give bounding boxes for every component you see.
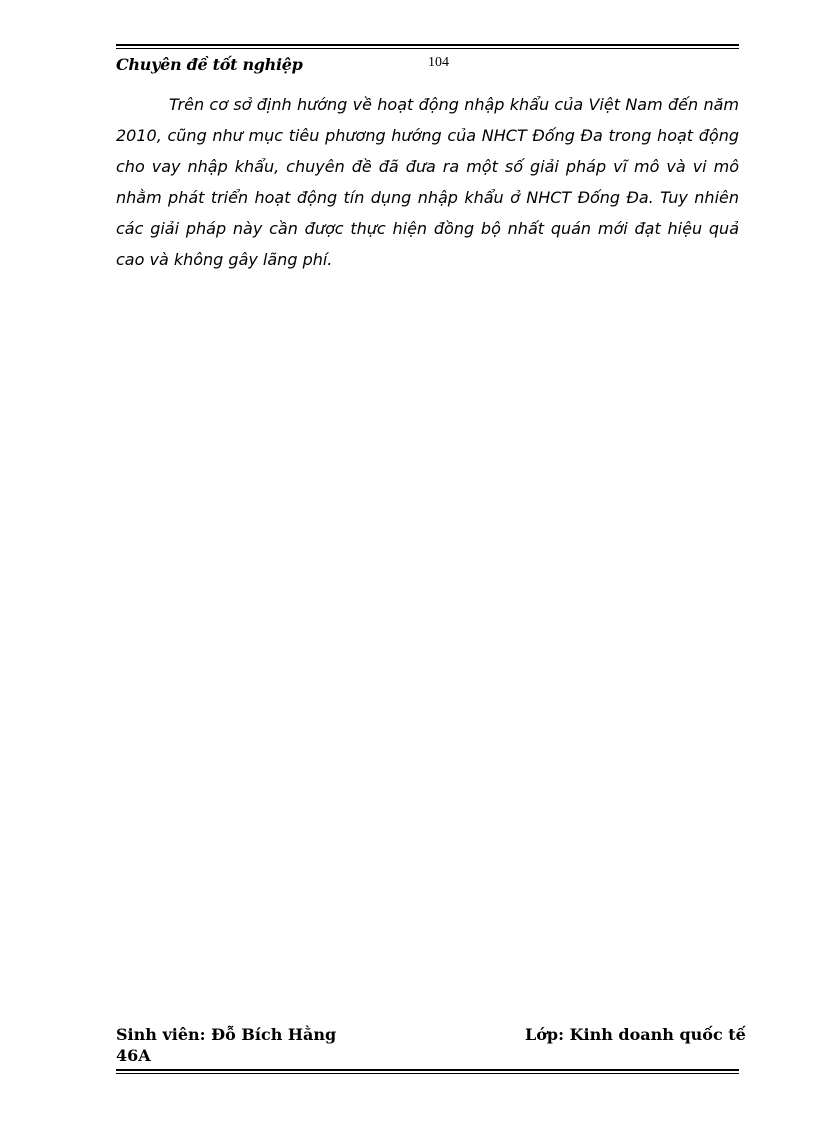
- header-title: Chuyên đề tốt nghiệp: [116, 55, 303, 74]
- header-rule: [116, 44, 739, 49]
- footer-rule: [116, 1069, 739, 1074]
- body-paragraph: Trên cơ sở định hướng về hoạt động nhập khẩu của Việt Nam đến năm 2010, cũng như mục tiêu phương hướng của NHCT Đống Đa trong hoạt động cho vay nhập khẩu, chuyên đề đã đưa ra một số giải pháp vĩ mô và vi mô nhằm phát triển hoạt động tín dụng nhập khẩu ở NHCT Đống Đa. Tuy nhiên các giải pháp này cần được thực hiện đồng bộ nhất quán mới đạt hiệu quả cao và không gây lãng phí.: [116, 95, 739, 269]
- footer-class-suffix: 46A: [116, 1046, 151, 1065]
- page-number: 104: [428, 55, 449, 70]
- footer-class: Lớp: Kinh doanh quốc tế: [525, 1025, 746, 1044]
- footer-student: Sinh viên: Đỗ Bích Hằng: [116, 1025, 337, 1044]
